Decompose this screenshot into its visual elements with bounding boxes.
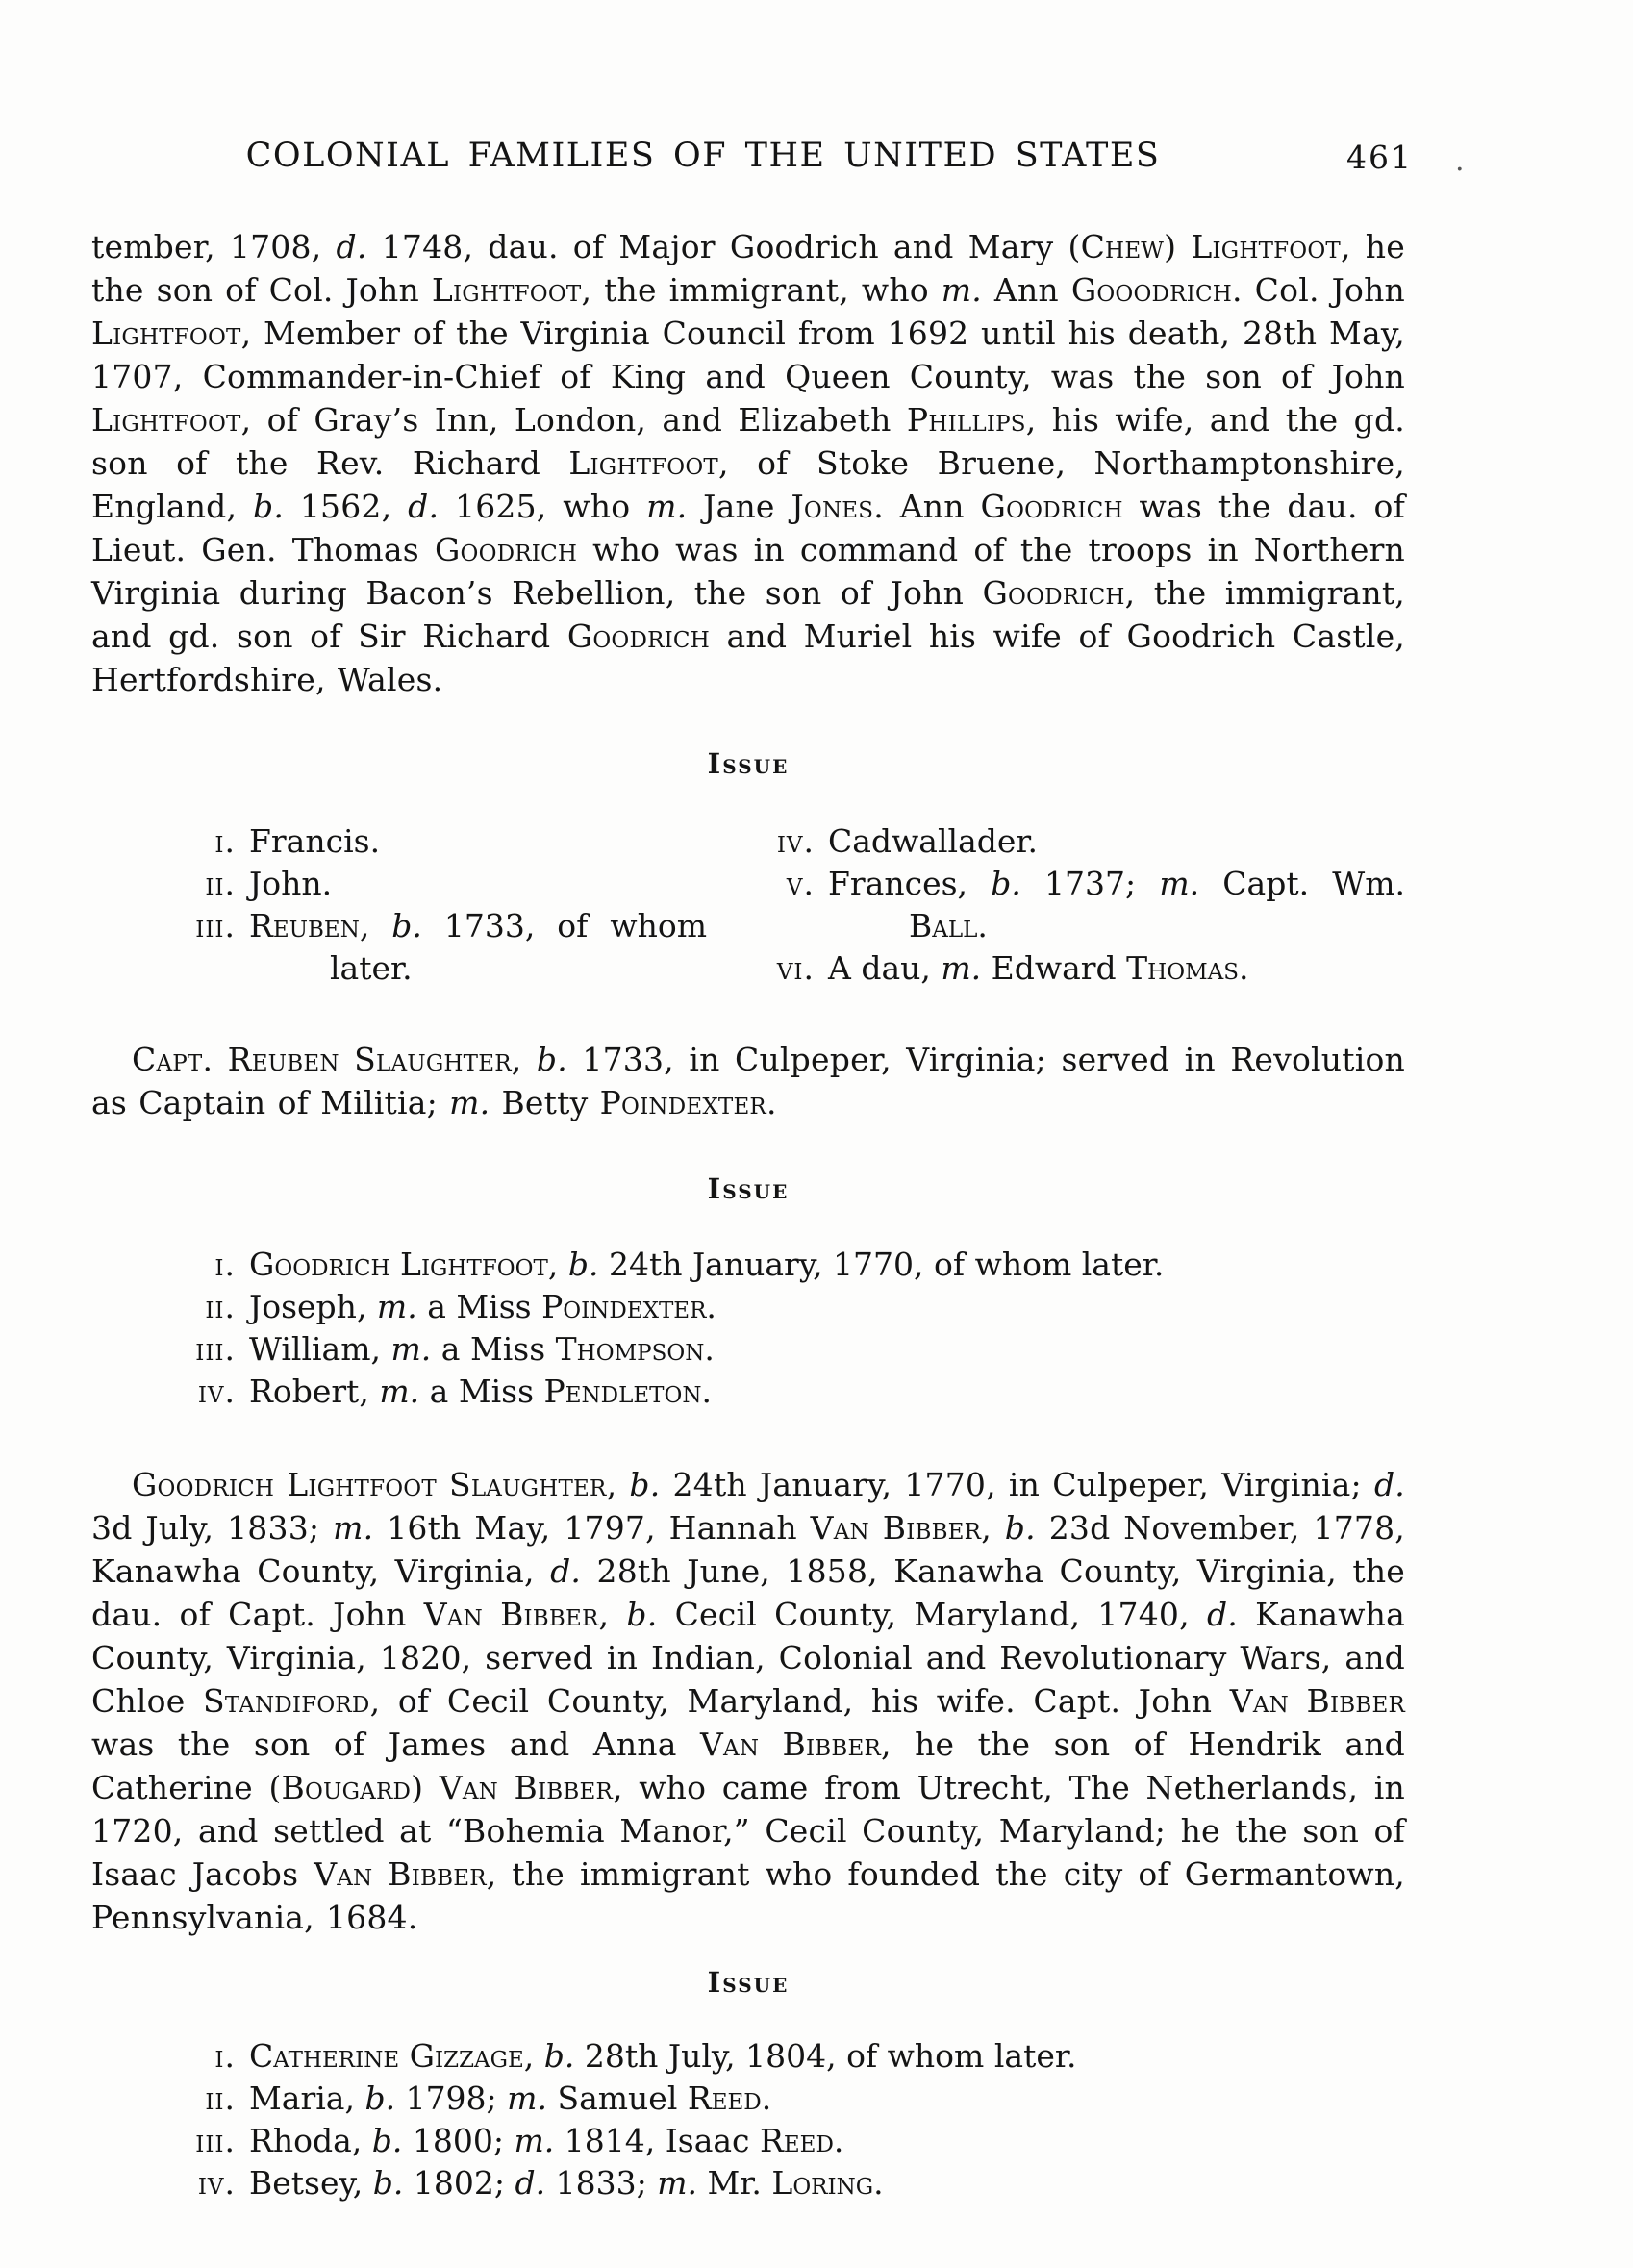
list-item [147,2120,1405,2162]
list-item [147,1286,1405,1328]
list-item [147,2035,1405,2078]
list-item-numeral: iii. [195,907,236,945]
list-item [147,863,707,905]
list-item-text: Cadwallader. [828,822,1039,860]
issue-heading-1: Issue [707,747,790,780]
list-item-text: Goodrich Lightfoot, b. 24th January, 1770, of whom later. [249,1246,1165,1283]
paragraph-lightfoot-goodrich: tember, 1708, d. 1748, dau. of Major Goodrich and Mary (Chew) Lightfoot, he the son of Col. John Lightfoot, the immigrant, who m. Ann Gooodrich. Col. John Lightfoot, Member of the Virginia Council from 1692 until his death, 28th May, 1707, Commander-in-Chief of King and Queen County, was the son of John Lightfoot, of Gray’s Inn, London, and Elizabeth Phillips, his wife, and the gd. son of the Rev. Richard Lightfoot, of Stoke Bruene, Northamptonshire, England, b. 1562, d. 1625, who m. Jane Jones. Ann Goodrich was the dau. of Lieut. Gen. Thomas Goodrich who was in command of the troops in Northern Virginia during Bacon’s Rebellion, the son of John Goodrich, the immigrant, and gd. son of Sir Richard Goodrich and Muriel his wife of Goodrich Castle, Hertfordshire, Wales. [91,228,1405,698]
list-item [147,905,707,990]
list-item-text: William, m. a Miss Thompson. [249,1330,715,1368]
list-item-numeral: iii. [195,1330,236,1368]
list-item-text: Catherine Gizzage, b. 28th July, 1804, of whom later. [249,2037,1077,2075]
list-item-numeral: i. [214,822,236,860]
list-item [147,2162,1405,2205]
list-item-text: Francis. [249,822,381,860]
running-title: COLONIAL FAMILIES OF THE UNITED STATES [245,137,1161,175]
list-item-numeral: iv. [197,1373,236,1410]
list-item-text: Frances, b. 1737; m. Capt. Wm. Ball. [828,865,1405,945]
list-item [726,947,1405,990]
list-item-numeral: i. [214,2037,236,2075]
list-item-text: Robert, m. a Miss Pendleton. [249,1373,712,1410]
list-item-numeral: vi. [776,949,815,987]
issue-heading-3: Issue [707,1966,790,1999]
list-item-numeral: i. [214,1246,236,1283]
paragraph-goodrich-lightfoot-slaughter: Goodrich Lightfoot Slaughter, b. 24th January, 1770, in Culpeper, Virginia; d. 3d July, 1833; m. 16th May, 1797, Hannah Van Bibber, b. 23d November, 1778, Kanawha County, Virginia, d. 28th June, 1858, Kanawha County, Virginia, the dau. of Capt. John Van Bibber, b. Cecil County, Maryland, 1740, d. Kanawha County, Virginia, 1820, served in Indian, Colonial and Revolutionary Wars, and Chloe Standiford, of Cecil County, Maryland, his wife. Capt. John Van Bibber was the son of James and Anna Van Bibber, he the son of Hendrik and Catherine (Bougard) Van Bibber, who came from Utrecht, The Netherlands, in 1720, and settled at “Bohemia Manor,” Cecil County, Maryland; he the son of Isaac Jacobs Van Bibber, the immigrant who founded the city of Germantown, Pennsylvania, 1684. [91,1466,1406,1936]
list-item-numeral: iii. [195,2122,236,2159]
issue-heading-2: Issue [707,1172,790,1205]
list-item-text: Reuben, b. 1733, of whom later. [249,907,707,987]
issue-list-1 [91,820,1405,990]
list-item-numeral: ii. [205,2079,236,2117]
list-item [147,820,707,863]
list-item [147,1371,1405,1413]
list-item-numeral: iv. [197,2164,236,2202]
stray-ink-mark: . [1455,144,1465,178]
list-item-numeral: ii. [205,1288,236,1325]
list-item-text: Rhoda, b. 1800; m. 1814, Isaac Reed. [249,2122,844,2159]
list-item [726,863,1405,947]
issue-list-1-left-column [91,820,707,990]
issue-list-1-right-column [707,820,1405,990]
issue-list-3 [91,2035,1405,2205]
page-header [91,137,1465,181]
list-item-text: Maria, b. 1798; m. Samuel Reed. [249,2079,772,2117]
list-item-text: A dau, m. Edward Thomas. [828,949,1249,987]
list-item-text: John. [249,865,333,902]
list-item-numeral: ii. [205,865,236,902]
list-item [726,820,1405,863]
list-item [147,1244,1405,1286]
list-item [147,1328,1405,1371]
issue-list-2 [91,1244,1405,1413]
page-content [91,0,1465,2205]
list-item-text: Betsey, b. 1802; d. 1833; m. Mr. Loring. [249,2164,884,2202]
paragraph-reuben-slaughter: Capt. Reuben Slaughter, b. 1733, in Culpeper, Virginia; served in Revolution as Captain of Militia; m. Betty Poindexter. [91,1041,1405,1121]
list-item-text: Joseph, m. a Miss Poindexter. [249,1288,716,1325]
page-number: 461 [1346,139,1413,176]
list-item [147,2078,1405,2120]
list-item-numeral: v. [786,865,815,902]
list-item-numeral: iv. [776,822,815,860]
